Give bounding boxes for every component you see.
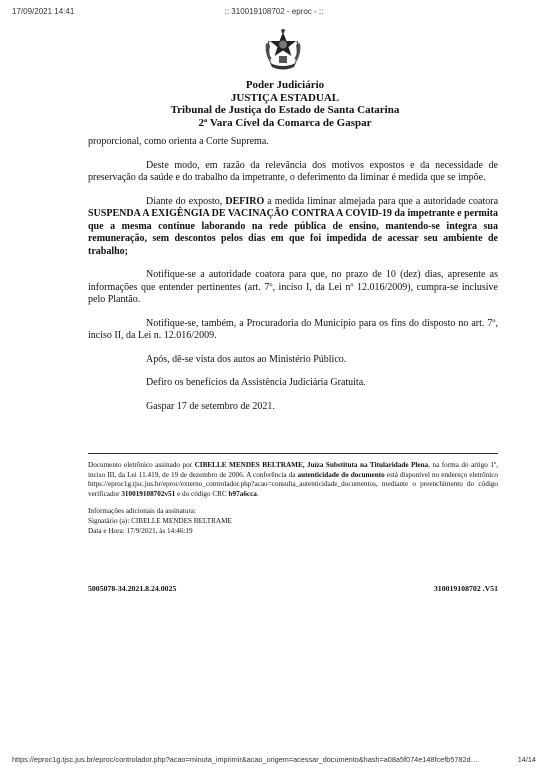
sig-text-1: Documento eletrônico assinado por bbox=[88, 461, 195, 469]
court-header bbox=[0, 79, 548, 129]
document-version: 310019108702 .V51 bbox=[433, 584, 498, 593]
court-justice: JUSTIÇA ESTADUAL bbox=[230, 91, 340, 104]
decision-body bbox=[88, 136, 498, 424]
sig-verifier-code: 310019108702v51 bbox=[121, 489, 176, 498]
signature-divider bbox=[88, 453, 498, 454]
court-branch: Poder Judiciário bbox=[245, 79, 325, 91]
paragraph-notify-authority: Notifique-se a autoridade coatora para que, no prazo de 10 (dez) dias, apresente as informações que entender pertinentes (art. 7º, inciso I, da Lei nº 12.016/2009), cumpra-se inclusive pelo Plantão. bbox=[88, 269, 498, 305]
signature-datetime: Data e Hora: 17/9/2021, às 14:46:19 bbox=[88, 526, 193, 535]
sig-signer-name: CIBELLE MENDES BELTRAME, Juíza Substituta na Titularidade Plena bbox=[194, 461, 429, 469]
process-number: 5005078-34.2021.8.24.0025 bbox=[88, 584, 177, 593]
print-datetime: 17/09/2021 14:41 bbox=[12, 7, 75, 16]
court-division: 2ª Vara Cível da Comarca de Gaspar bbox=[198, 116, 372, 129]
paragraph-ruling bbox=[88, 196, 498, 259]
signature-statement bbox=[88, 461, 498, 499]
ruling-middle: a medida liminar almejada para que a autoridade coatora bbox=[264, 195, 499, 207]
paragraph-reasons: Deste modo, em razão da relevância dos motivos expostos e da necessidade de preservação da saúde e do trabalho da impetrante, o deferimento da liminar é medida que se impõe. bbox=[88, 159, 498, 183]
ruling-grant: DEFIRO bbox=[225, 195, 265, 207]
ruling-order: SUSPENDA A EXIGÊNGIA DE VACINAÇÃO CONTRA A COVID-19 da impetrante e permita que a mesma continue laborando na rede pública de ensino, mantendo-se integra sua remuneração, sem descontos pelos dias em que foi impedida de acessar seu ambiente de trabalho; bbox=[88, 208, 498, 257]
sig-text-3: está disponível no endereço eletrônico https://eproc1g.tjsc.jus.br/eproc/externo_controlador.php?acao=consulta_autenticidade_documentos, mediante o preenchimento do código verificador bbox=[88, 470, 499, 498]
paragraph-legal-aid: Defiro os benefícios da Assistência Judiciária Gratuita. bbox=[146, 377, 366, 388]
sig-authenticity: autenticidade do documento bbox=[297, 470, 385, 479]
page-number: 14/14 bbox=[517, 755, 536, 764]
paragraph-place-date: Gaspar 17 de setembro de 2021. bbox=[146, 400, 275, 412]
ruling-intro: Diante do exposto, bbox=[146, 195, 226, 207]
paragraph-prosecutor: Após, dê-se vista dos autos ao Ministério Público. bbox=[146, 353, 347, 365]
print-header bbox=[12, 7, 536, 19]
court-tribunal: Tribunal de Justiça do Estado de Santa Catarina bbox=[170, 104, 400, 116]
sig-text-5: . bbox=[256, 489, 259, 498]
santa-catarina-coat-of-arms-icon bbox=[262, 29, 304, 73]
print-footer bbox=[12, 755, 536, 764]
print-title: :: 310019108702 - eproc - :: bbox=[224, 7, 324, 16]
sig-text-2: , na forma do artigo 1º, inciso III, da Lei 11.419, de 19 de dezembro de 2006. A conferência da bbox=[88, 461, 498, 479]
document-ids bbox=[88, 584, 498, 593]
print-url: https://eproc1g.tjsc.jus.br/eproc/controlador.php?acao=minuta_imprimir&acao_origem=acessar_documento&hash=a08a5f074e148fcefb5782d… bbox=[12, 755, 478, 764]
sig-crc-code: b97a6cca bbox=[228, 489, 257, 498]
signature-info-title: Informações adicionais da assinatura: bbox=[88, 507, 196, 516]
paragraph-notify-attorney: Notifique-se, também, a Procuradoria do Município para os fins do disposto no art. 7º, inciso II, da Lei n. 12.016/2009. bbox=[88, 317, 498, 341]
signature-signer: Signatário (a): CIBELLE MENDES BELTRAME bbox=[88, 516, 232, 525]
signature-block bbox=[88, 461, 498, 536]
paragraph-proportional: proporcional, como orienta a Corte Suprema. bbox=[88, 136, 269, 147]
sig-text-4: e do código CRC bbox=[175, 489, 229, 498]
